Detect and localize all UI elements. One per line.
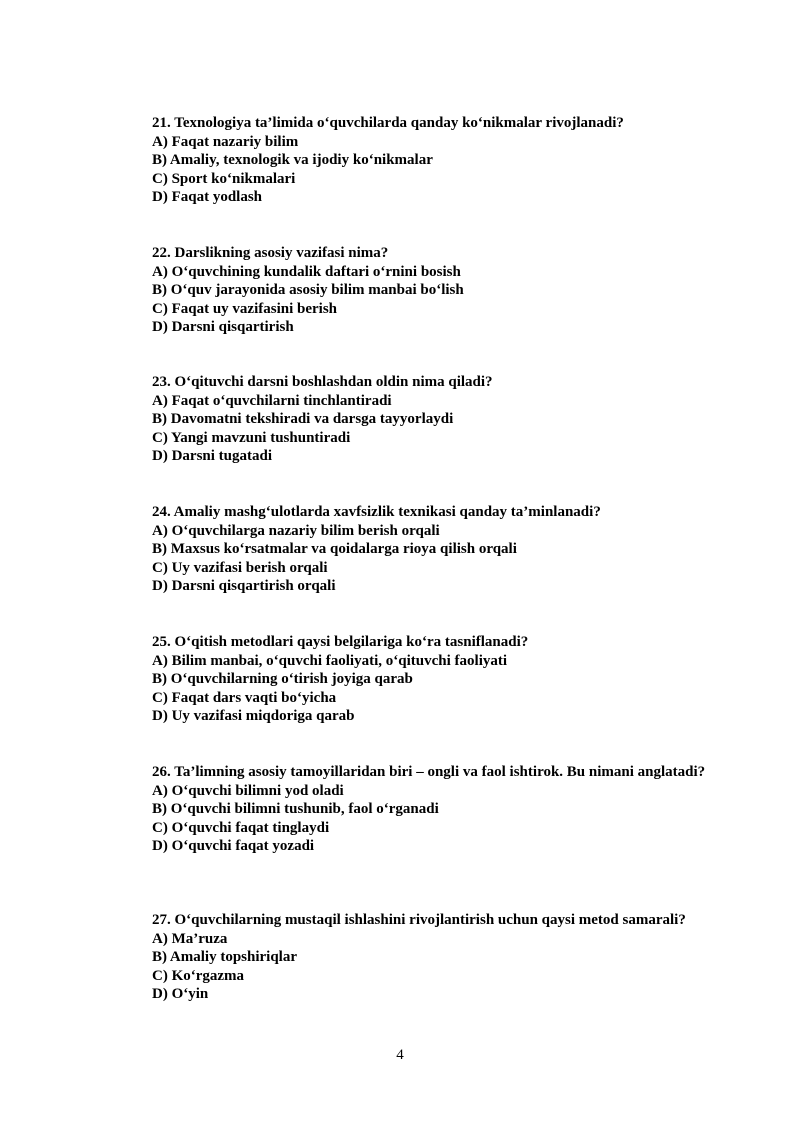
answer-option-b: B) Amaliy topshiriqlar [152, 949, 298, 966]
answer-option-a: A) O‘quvchilarga nazariy bilim berish orqali [152, 522, 440, 539]
question-text: 23. O‘qituvchi darsni boshlashdan oldin nima qiladi? [152, 374, 493, 390]
answer-option-c: C) Faqat dars vaqti bo‘yicha [152, 689, 337, 706]
answer-option-b: B) Amaliy, texnologik va ijodiy ko‘nikmalar [152, 152, 433, 169]
question-text: 22. Darslikning asosiy vazifasi nima? [152, 245, 389, 261]
answer-option-a: A) Faqat o‘quvchilarni tinchlantiradi [152, 392, 392, 409]
answer-option-c: C) Faqat uy vazifasini berish [152, 300, 338, 317]
answer-option-c: C) Yangi mavzuni tushuntiradi [152, 429, 351, 446]
answer-option-a: A) Bilim manbai, o‘quvchi faoliyati, o‘qituvchi faoliyati [152, 652, 508, 669]
answer-option-d: D) Darsni qisqartirish [152, 319, 294, 336]
answer-option-b: B) Davomatni tekshiradi va darsga tayyorlaydi [152, 411, 454, 428]
answer-option-a: A) O‘quvchi bilimni yod oladi [152, 782, 344, 799]
answer-option-b: B) O‘quv jarayonida asosiy bilim manbai bo‘lish [152, 282, 464, 299]
answer-option-b: B) O‘quvchi bilimni tushunib, faol o‘rganadi [152, 801, 439, 818]
question-26 [116, 763, 742, 856]
question-21 [116, 114, 742, 207]
answer-option-d: D) O‘quvchi faqat yozadi [152, 838, 315, 855]
answer-option-d: D) Faqat yodlash [152, 189, 263, 206]
question-text: 26. Ta’limning asosiy tamoyillaridan biri – ongli va faol ishtirok. Bu nimani anglatadi? [152, 764, 706, 780]
page-number: 4 [396, 1047, 404, 1063]
answer-option-b: B) O‘quvchilarning o‘tirish joyiga qarab [152, 671, 413, 688]
answer-option-a: A) Faqat nazariy bilim [152, 133, 299, 150]
question-text: 24. Amaliy mashg‘ulotlarda xavfsizlik texnikasi qanday ta’minlanadi? [152, 504, 601, 520]
answer-option-d: D) Darsni tugatadi [152, 448, 273, 465]
question-24 [116, 503, 742, 596]
answer-option-b: B) Maxsus ko‘rsatmalar va qoidalarga rioya qilish orqali [152, 541, 517, 558]
question-text: 21. Texnologiya ta’limida o‘quvchilarda qanday ko‘nikmalar rivojlanadi? [152, 115, 624, 131]
answer-option-a: A) Ma’ruza [152, 930, 228, 947]
answer-option-c: C) Sport ko‘nikmalari [152, 170, 296, 187]
answer-option-c: C) O‘quvchi faqat tinglaydi [152, 819, 330, 836]
question-25 [116, 633, 742, 726]
answer-option-d: D) O‘yin [152, 986, 209, 1003]
question-text: 25. O‘qitish metodlari qaysi belgilariga ko‘ra tasniflanadi? [152, 634, 529, 650]
answer-option-c: C) Ko‘rgazma [152, 967, 245, 984]
question-27 [116, 911, 742, 1004]
answer-option-d: D) Uy vazifasi miqdoriga qarab [152, 708, 355, 725]
question-22 [116, 244, 742, 337]
question-text: 27. O‘quvchilarning mustaqil ishlashini rivojlantirish uchun qaysi metod samarali? [152, 912, 686, 928]
question-23 [116, 373, 742, 466]
answer-option-c: C) Uy vazifasi berish orqali [152, 559, 328, 576]
answer-option-d: D) Darsni qisqartirish orqali [152, 578, 336, 595]
answer-option-a: A) O‘quvchining kundalik daftari o‘rnini bosish [152, 263, 461, 280]
